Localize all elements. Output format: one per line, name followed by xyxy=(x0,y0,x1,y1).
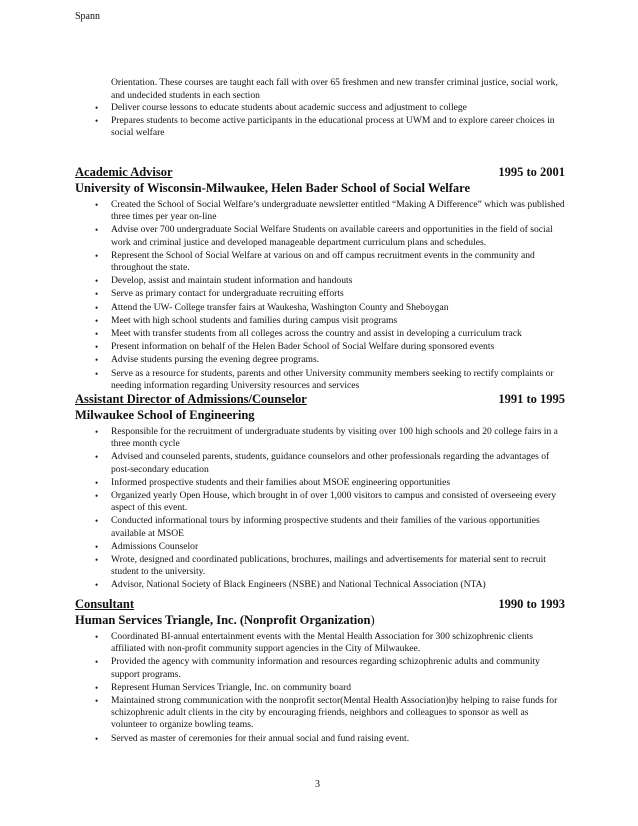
bullet-icon: • xyxy=(95,733,99,744)
list-item xyxy=(95,554,565,578)
list-item-text: Advise students pursing the evening degree programs. xyxy=(111,354,320,366)
list-item xyxy=(95,115,571,139)
list-item xyxy=(95,199,565,223)
bullet-icon: • xyxy=(95,555,99,566)
bullet-icon: • xyxy=(95,580,99,591)
job-title: Assistant Director of Admissions/Counselor xyxy=(75,392,307,406)
bullet-icon: • xyxy=(95,225,99,236)
list-item xyxy=(95,368,565,392)
bullet-icon: • xyxy=(95,355,99,366)
bullet-list xyxy=(95,102,571,140)
list-item xyxy=(95,631,565,655)
list-item xyxy=(95,490,565,514)
list-item-text: Serve as a resource for students, parents and other University community members seeking to rectify complaints or needing information regarding University resources and services xyxy=(111,367,554,391)
list-item-text: Develop, assist and maintain student information and handouts xyxy=(111,275,353,287)
list-item-text: Admissions Counselor xyxy=(111,540,199,552)
list-item xyxy=(95,250,565,274)
list-item xyxy=(95,341,565,353)
list-item-text: Advise over 700 undergraduate Social Welfare Students on available careers and opportunities in the field of social work and criminal justice and developed manageable department curriculum plans and schedules. xyxy=(111,224,553,248)
list-item-text: Represent Human Services Triangle, Inc. on community board xyxy=(111,681,352,693)
job-dates: 1995 to 2001 xyxy=(498,165,565,179)
list-item xyxy=(95,733,565,745)
list-item-text: Attend the UW- College transfer fairs at Waukesha, Washington County and Sheboygan xyxy=(111,301,449,313)
list-item-text: Present information on behalf of the Helen Bader School of Social Welfare during sponsored events xyxy=(111,341,495,353)
list-item xyxy=(95,328,565,340)
bullet-icon: • xyxy=(95,329,99,340)
list-item-text: Deliver course lessons to educate students about academic success and adjustment to college xyxy=(111,102,467,113)
list-item xyxy=(95,315,565,327)
bullet-icon: • xyxy=(95,696,99,707)
list-item xyxy=(95,656,565,680)
bullet-icon: • xyxy=(95,116,99,127)
bullet-list xyxy=(95,631,565,745)
list-item xyxy=(95,224,565,248)
bullet-icon: • xyxy=(95,491,99,502)
section-body xyxy=(95,426,565,592)
job-dates: 1990 to 1993 xyxy=(498,597,565,611)
section-academic-advisor xyxy=(75,165,565,393)
list-item-text: Wrote, designed and coordinated publications, brochures, mailings and advertisements for material sent to recruit student to the university. xyxy=(111,554,546,578)
list-item-text: Meet with high school students and families during campus visit programs xyxy=(111,314,398,326)
section-heading xyxy=(75,165,565,181)
bullet-list xyxy=(95,199,565,392)
page-number: 3 xyxy=(315,779,320,790)
bullet-icon: • xyxy=(95,103,99,113)
list-item-text: Prepares students to become active participants in the educational process at UWM and to explore career choices in social welfare xyxy=(111,115,555,139)
list-item xyxy=(95,541,565,553)
bullet-icon: • xyxy=(95,302,99,313)
bullet-icon: • xyxy=(95,368,99,379)
list-item xyxy=(95,451,565,475)
bullet-icon: • xyxy=(95,276,99,287)
continued-bullets xyxy=(95,102,571,141)
bullet-icon: • xyxy=(95,632,99,642)
list-item-text: Responsible for the recruitment of undergraduate students by visiting over 100 high schools and 20 college fairs in a three month cycle xyxy=(111,426,558,450)
list-item xyxy=(95,515,565,539)
list-item xyxy=(95,477,565,489)
organization-name xyxy=(75,181,565,196)
bullet-icon: • xyxy=(95,477,99,488)
list-item-text: Advisor, National Society of Black Engineers (NSBE) and National Technical Association (NTA) xyxy=(111,579,486,591)
bullet-icon: • xyxy=(95,452,99,463)
bullet-icon: • xyxy=(95,516,99,527)
section-heading xyxy=(75,392,565,408)
organization-text: University of Wisconsin-Milwaukee, Helen Bader School of Social Welfare xyxy=(75,181,471,195)
job-title: Academic Advisor xyxy=(75,165,173,179)
list-item-text: Provided the agency with community information and resources regarding schizophrenic adults and community support programs. xyxy=(111,656,540,680)
list-item-text: Coordinated BI-annual entertainment events with the Mental Health Association for 300 schizophrenic clients affiliated with non-profit community support agencies in the City of Milwaukee. xyxy=(111,631,534,655)
continued-text: Orientation. These courses are taught each fall with over 65 freshmen and new transfer criminal justice, social work, and undecided students in each section xyxy=(111,77,558,101)
list-item-text: Created the School of Social Welfare’s undergraduate newsletter entitled “Making A Difference” which was published three times per year on-line xyxy=(111,199,565,223)
list-item-text: Informed prospective students and their families about MSOE engineering opportunities xyxy=(111,476,451,488)
list-item-text: Meet with transfer students from all colleges across the country and assist in developing a curriculum track xyxy=(111,328,522,340)
list-item xyxy=(95,102,571,114)
bullet-icon: • xyxy=(95,682,99,693)
bullet-icon: • xyxy=(95,200,99,210)
section-body xyxy=(95,631,565,745)
section-heading xyxy=(75,597,565,613)
list-item-text: Advised and counseled parents, students, guidance counselors and other professionals regarding the advantages of post-secondary education xyxy=(111,451,550,475)
list-item-text: Maintained strong communication with the nonprofit sector(Mental Health Association)by helping to raise funds for schizophrenic adult clients in the city by encouraging friends, neighbors and colleagues to sponsor as well as volunteer to organize bowling teams. xyxy=(111,695,558,731)
job-title: Consultant xyxy=(75,597,135,611)
list-item xyxy=(95,302,565,314)
organization-suffix: ) xyxy=(370,613,375,627)
bullet-list xyxy=(95,426,565,592)
organization-name xyxy=(75,408,565,423)
list-item-text: Conducted informational tours by informing prospective students and their families of the various opportunities available at MSOE xyxy=(111,515,540,539)
section-body xyxy=(95,199,565,392)
section-assistant-director xyxy=(75,392,565,593)
list-item-text: Represent the School of Social Welfare at various on and off campus recruitment events in the community and throughout the state. xyxy=(111,249,535,274)
organization-text: Milwaukee School of Engineering xyxy=(75,408,255,422)
job-dates: 1991 to 1995 xyxy=(498,392,565,406)
bullet-icon: • xyxy=(95,427,99,437)
list-item-text: Serve as primary contact for undergraduate recruiting efforts xyxy=(111,288,344,300)
list-item xyxy=(95,426,565,450)
list-item xyxy=(95,288,565,300)
list-item-text: Served as master of ceremonies for their annual social and fund raising event. xyxy=(111,732,410,744)
list-item xyxy=(95,682,565,694)
list-item xyxy=(95,579,565,591)
bullet-icon: • xyxy=(95,541,99,552)
bullet-icon: • xyxy=(95,342,99,353)
bullet-icon: • xyxy=(95,315,99,326)
list-item xyxy=(95,695,565,732)
bullet-icon: • xyxy=(95,250,99,261)
list-item xyxy=(95,275,565,287)
section-consultant xyxy=(75,597,565,746)
organization-name xyxy=(75,613,565,628)
list-item xyxy=(95,354,565,366)
bullet-icon: • xyxy=(95,289,99,300)
organization-text: Human Services Triangle, Inc. (Nonprofit Organization xyxy=(75,613,371,627)
running-head: Spann xyxy=(75,11,100,22)
list-item-text: Organized yearly Open House, which brought in of over 1,000 visitors to campus and consisted of overseeing every aspect of this event. xyxy=(111,490,557,514)
bullet-icon: • xyxy=(95,657,99,668)
